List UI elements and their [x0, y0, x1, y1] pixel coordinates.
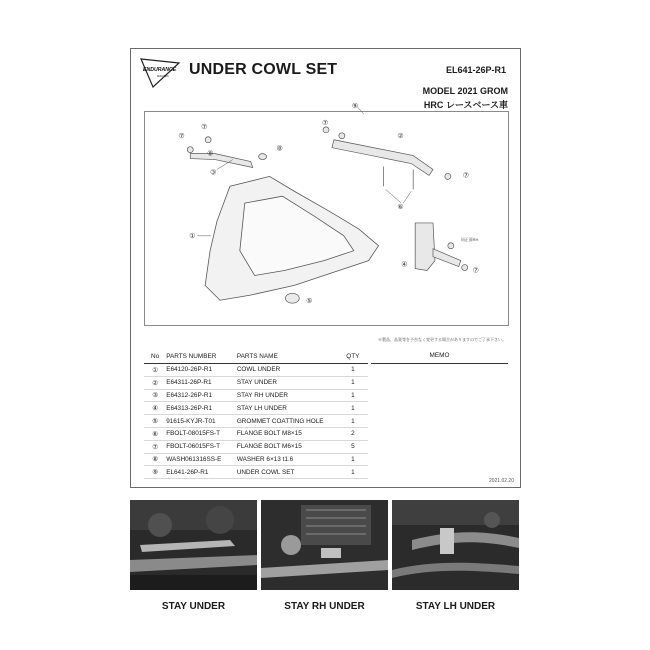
callout-7e: ⑦: [472, 267, 479, 275]
row-no: ④: [144, 402, 166, 415]
row-part-number: E64120-26P-R1: [166, 364, 237, 377]
photo-stay-rh-under: [261, 500, 388, 590]
callout-7d: ⑦: [462, 172, 469, 180]
row-qty: 2: [338, 427, 368, 440]
row-qty: 1: [338, 453, 368, 466]
disclaimer-note: ※製品、品質等を予告なく変更する場合がありますのでご了承下さい。: [378, 337, 506, 342]
row-qty: 1: [338, 402, 368, 415]
table-row: [144, 427, 368, 440]
table-row: [144, 415, 368, 428]
row-part-number: WASH061316SS-E: [166, 453, 237, 466]
table-row: [144, 440, 368, 453]
callout-9: ⑨: [351, 103, 358, 111]
endurance-logo: [139, 57, 181, 89]
row-no: ②: [144, 376, 166, 389]
row-part-name: WASHER 6×13 t1.6: [237, 453, 338, 466]
row-part-number: FBOLT-06015FS-T: [166, 440, 237, 453]
row-no: ⑧: [144, 453, 166, 466]
row-qty: 1: [338, 376, 368, 389]
callout-1: ①: [189, 232, 196, 240]
row-no: ③: [144, 389, 166, 402]
set-part-number: EL641-26P-R1: [445, 65, 506, 75]
row-no: ⑦: [144, 440, 166, 453]
callout-8b: ⑧: [276, 145, 283, 153]
row-part-name: STAY UNDER: [237, 376, 338, 389]
col-no: No: [144, 351, 166, 364]
row-part-name: UNDER COWL SET: [237, 466, 338, 479]
parts-table: [144, 351, 368, 479]
caption-stay-under: STAY UNDER: [161, 601, 226, 612]
caption-stay-rh-under: STAY RH UNDER: [284, 601, 365, 612]
callout-8: ⑧: [207, 150, 214, 158]
row-qty: 5: [338, 440, 368, 453]
row-qty: 1: [338, 466, 368, 479]
row-part-number: E64312-26P-R1: [166, 389, 237, 402]
table-row: [144, 453, 368, 466]
caption-stay-lh-under: STAY LH UNDER: [415, 601, 496, 612]
row-part-number: 91615-KYJR-T01: [166, 415, 237, 428]
memo-header: MEMO: [371, 351, 508, 364]
row-part-number: FBOLT-08015FS-T: [166, 427, 237, 440]
callout-2: ②: [397, 132, 404, 140]
row-no: ⑤: [144, 415, 166, 428]
row-no: ①: [144, 364, 166, 377]
row-part-name: FLANGE BOLT M6×15: [237, 440, 338, 453]
row-part-name: GROMMET COATTING HOLE: [237, 415, 338, 428]
table-row: [144, 402, 368, 415]
model-line-1: MODEL 2021 GROM: [422, 86, 508, 96]
photo-stay-lh-under: [392, 500, 519, 590]
row-part-number: E64313-26P-R1: [166, 402, 237, 415]
callout-5: ⑤: [306, 298, 313, 306]
row-part-name: STAY LH UNDER: [237, 402, 338, 415]
table-row: [144, 376, 368, 389]
callout-7b: ⑦: [201, 123, 208, 131]
row-qty: 1: [338, 415, 368, 428]
diagram-small-label: 同正面RH: [460, 236, 479, 242]
col-part-number: PARTS NUMBER: [166, 351, 237, 364]
row-no: ⑨: [144, 466, 166, 479]
row-part-name: STAY RH UNDER: [237, 389, 338, 402]
row-part-number: EL641-26P-R1: [166, 466, 237, 479]
callout-7c: ⑦: [322, 119, 329, 127]
col-part-name: PARTS NAME: [237, 351, 338, 364]
row-qty: 1: [338, 364, 368, 377]
table-row: [144, 389, 368, 402]
page-title: UNDER COWL SET: [189, 61, 338, 78]
row-part-number: E64311-26P-R1: [166, 376, 237, 389]
photo-stay-under: [130, 500, 257, 590]
row-part-name: COWL UNDER: [237, 364, 338, 377]
table-row: [144, 466, 368, 479]
col-qty: QTY: [338, 351, 368, 364]
row-part-name: FLANGE BOLT M8×15: [237, 427, 338, 440]
logo-text-top: ENDURANCE: [143, 67, 177, 73]
callout-6: ⑥: [397, 204, 404, 212]
model-line-2: HRC レースベース車: [423, 100, 508, 110]
instruction-sheet: [130, 48, 521, 488]
table-row: [144, 364, 368, 377]
row-qty: 1: [338, 389, 368, 402]
memo-section: [371, 351, 508, 364]
revision-date: 2021.02.20: [488, 478, 514, 484]
logo-text-bottom: RACING: [157, 74, 169, 78]
row-no: ⑥: [144, 427, 166, 440]
callout-7a: ⑦: [178, 132, 185, 140]
table-header-row: [144, 351, 368, 364]
callout-3: ③: [210, 169, 217, 177]
callout-4: ④: [401, 261, 408, 269]
